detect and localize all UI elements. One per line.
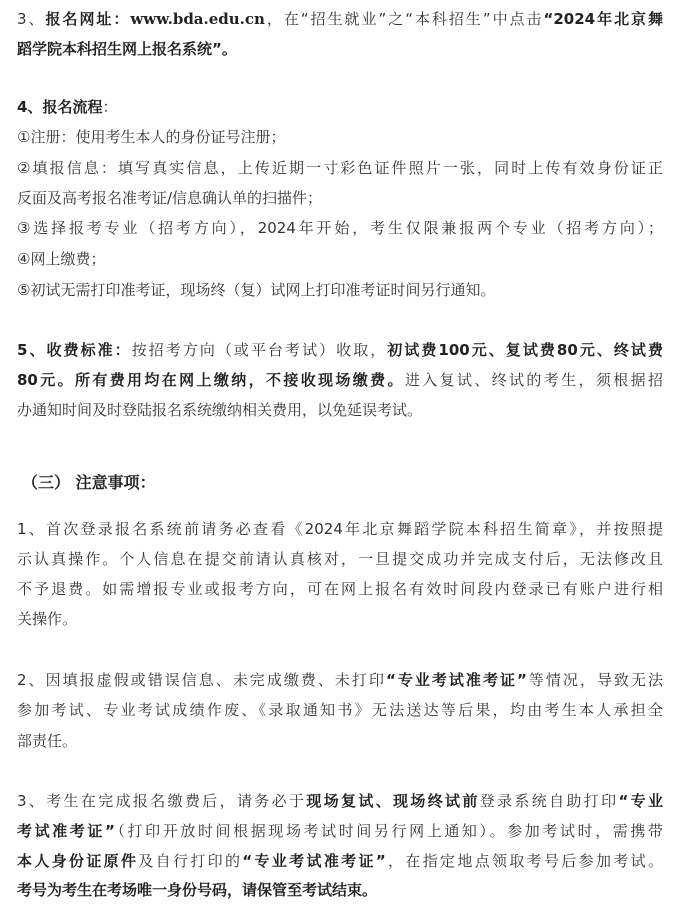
notice-3-line-1: 3、考生在完成报名缴费后，请务必于现场复试、现场终试前登录系统自助打印“专业 — [17, 792, 663, 810]
notice-1-line-2: 示认真操作。个人信息在提交前请认真核对，一旦提交成功并完成支付后，无法修改且 — [17, 550, 663, 568]
step-5: ⑤初试无需打印准考证，现场终（复）试网上打印准考证时间另行通知。 — [17, 281, 496, 299]
fee-line-2: 80元。所有费用均在网上缴纳，不接收现场缴费。进入复试、终试的考生，须根据招 — [17, 371, 663, 389]
step-2: ②填报信息：填写真实信息，上传近期一寸彩色证件照片一张，同时上传有效身份证正 — [17, 159, 663, 177]
notice-2-line-3: 部责任。 — [17, 732, 78, 750]
sec4-heading: 4、报名流程： — [17, 98, 118, 116]
notice-2-line-2: 参加考试、专业考试成绩作废、《录取通知书》无法送达等后果，均由考生本人承担全 — [17, 701, 663, 719]
system-link-text: “2024年北京舞 — [543, 10, 664, 28]
sec3-line-1: 3、报名网址：www.bda.edu.cn，在“招生就业”之“本科招生”中点击“2024年北京舞 — [17, 10, 664, 28]
step-3: ③选择报考专业（招考方向），2024年开始，考生仅限兼报两个专业（招考方向）； — [17, 219, 663, 237]
step-2-cont: 反面及高考报名准考证/信息确认单的扫描件； — [17, 189, 323, 207]
notice-3-line-4: 考号为考生在考场唯一身份号码，请保管至考试结束。 — [17, 881, 378, 899]
notice-2-line-1: 2、因填报虚假或错误信息、未完成缴费、未打印“专业考试准考证”等情况，导致无法 — [17, 671, 663, 689]
notice-1-line-3: 不予退费。如需增报专业或报考方向，可在网上报名有效时间段内登录已有账户进行相 — [17, 580, 663, 598]
notice-1-line-1: 1、首次登录报名系统前请务必查看《2024年北京舞蹈学院本科招生简章》，并按照提 — [17, 520, 663, 538]
notice-3-line-3: 本人身份证原件及自行打印的“专业考试准考证”，在指定地点领取考号后参加考试。 — [17, 852, 663, 870]
notice-heading: （三） 注意事项： — [22, 473, 156, 492]
step-4: ④网上缴费； — [17, 250, 106, 268]
notice-1-line-4: 关操作。 — [17, 610, 78, 628]
fee-line-1: 5、收费标准：按招考方向（或平台考试）收取，初试费100元、复试费80元、终试费 — [17, 341, 663, 359]
fee-line-3: 办通知时间及时登陆报名系统缴纳相关费用，以免延误考试。 — [17, 401, 423, 419]
registration-url[interactable]: www.bda.edu.cn — [130, 10, 265, 28]
sec3-label: 报名网址： — [45, 10, 131, 28]
sec3-line-2: 蹈学院本科招生网上报名系统”。 — [17, 40, 237, 58]
notice-3-line-2: 考试准考证”（打印开放时间根据现场考试时间另行网上通知）。参加考试时，需携带 — [17, 822, 663, 840]
step-1: ①注册：使用考生本人的身份证号注册； — [17, 128, 286, 146]
